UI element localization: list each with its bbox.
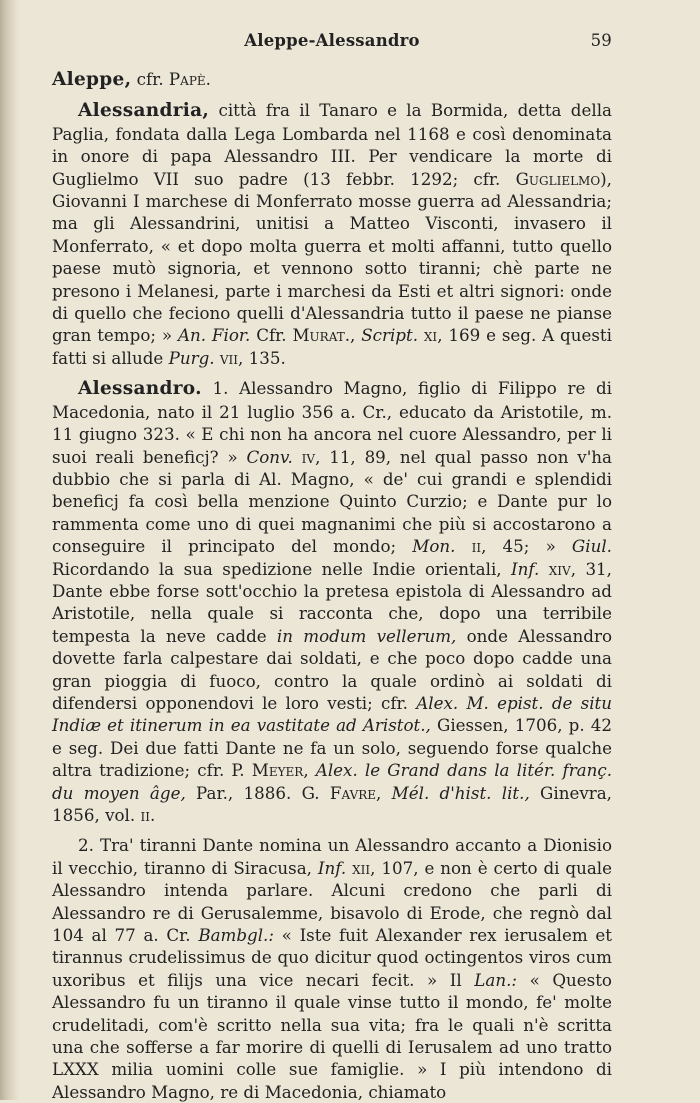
entry-text: ,	[350, 325, 362, 346]
running-head-title: Aleppe-Alessandro	[244, 31, 420, 50]
italic-citation: Alex. le Grand dans la litér. franç. du moyen âge,	[52, 760, 613, 803]
entry-text: onde Alessandro dovette farla calpestare dai soldati, e che poco dopo cadde una gran pioggia di fuoco, contro la quale ordinò ai soldati di difendersi opponendovi le loro vesti; cfr.	[52, 625, 612, 713]
entry-text: , 11, 89, nel qual passo non v'ha dubbio che si parla di Al. Magno, « de' cui grandi e splendidi beneficj fa così bella menzione Quinto Curzio; e Dante pur lo rammenta come uno di quei magnanimi che più si accostarono a conseguire il principato del mondo;	[52, 446, 612, 557]
page-number: 59	[590, 31, 612, 50]
small-caps-text: Papè	[168, 69, 206, 89]
entry-text: , 169 e seg. A questi fatti si allude	[52, 325, 612, 368]
italic-citation: Bambgl.:	[198, 925, 274, 946]
italic-citation: Mon.	[412, 536, 456, 557]
entry-text	[293, 447, 302, 467]
italic-citation: Mél. d'hist. lit.,	[391, 782, 530, 803]
small-caps-text: Meyer	[251, 760, 304, 781]
entry-text: ), Giovanni I marchese di Monferrato mosse guerra ad Alessandria; ma gli Alessandrini, unitisi a Matteo Visconti, invasero il Monferrato, « et dopo molta guerra et molti affanni, tutto quello paese mutò signoria, et vennono sotto tiranni; chè parte ne presono i Melanesi, parte i marchesi da Esti et altri signori: onde di quello che feciono quelli d'Alessandria tutto il paese ne pianse gran tempo; »	[52, 168, 612, 346]
entry-text: 2. Tra' tiranni Dante nomina un Alessandro accanto a Dionisio il vecchio, tiranno di Siracusa,	[52, 835, 612, 878]
small-caps-text: iv	[301, 446, 316, 467]
entry-text: 1. Alessandro Magno, figlio di Filippo re di Macedonia, nato il 21 luglio 356 a. Cr., educato da Aristotile, m. 11 giugno 323. « E chi non ha ancora nel cuore Alessandro, per li suoi reali beneficj? »	[52, 378, 612, 467]
small-caps-text: vii	[219, 347, 239, 368]
entry-text: , 107, e non è certo di quale Alessandro intenda parlare. Alcuni credono che parli di Alessandro re di Gerusalemme, bisavolo di Erode, che regnò dal 104 al 77 a. Cr.	[52, 857, 612, 946]
entry-alessandro-paragraph-2	[52, 834, 612, 1103]
entry-text: Cfr.	[250, 325, 293, 346]
entry-alessandria	[52, 99, 612, 369]
small-caps-text: ii	[140, 805, 150, 825]
entry-text: ,	[303, 760, 316, 781]
headword: Alessandro.	[78, 378, 202, 400]
italic-citation: Inf.	[317, 857, 347, 878]
entry-text: .	[205, 69, 211, 89]
entry-text: cfr.	[131, 69, 169, 89]
small-caps-text: xiv	[548, 558, 571, 579]
small-caps-text: Favre	[329, 782, 377, 803]
entry-text: .	[149, 805, 156, 825]
headword: Alessandria,	[78, 100, 210, 122]
small-caps-text: Guglielmo	[515, 168, 601, 189]
italic-citation: Alex. M. epist. de situ Indiæ et itinerum in ea vastitate ad Aristot.,	[52, 692, 612, 736]
italic-citation: in modum vellerum,	[276, 625, 457, 646]
entry-text: città fra il Tanaro e la Bormida, detta della Paglia, fondata dalla Lega Lombarda nel 1168 e così denominata in onore di papa Alessandro III. Per vendicare la morte di Guglielmo VII suo padre (13 febbr. 1292; cfr.	[52, 100, 612, 189]
entry-text	[455, 536, 471, 556]
small-caps-text: Murat.	[292, 325, 351, 346]
entry-text: , 31, Dante ebbe forse sott'occhio la pretesa epistola di Alessandro ad Aristotile, nella quale si racconta che, dopo una terribile tempesta la neve cadde	[52, 558, 612, 646]
entry-text	[539, 559, 548, 579]
book-gutter-shadow	[0, 0, 20, 1100]
entry-text: Ricordando la sua spedizione nelle Indie orientali,	[52, 558, 512, 579]
entry-aleppe	[52, 68, 612, 91]
running-head	[52, 30, 612, 58]
italic-citation: Lan.:	[474, 969, 518, 990]
entry-text: « Iste fuit Alexander rex ierusalem et tirannus crudelissimus de quo dicitur quod octingentos viros cum uxoribus et filijs una vice necari fecit. » Il	[52, 925, 612, 990]
dictionary-page	[52, 30, 612, 1103]
italic-citation: Conv.	[246, 446, 293, 467]
entry-text: , 135.	[238, 347, 286, 368]
italic-citation: Script.	[361, 325, 419, 346]
entry-text: ,	[376, 782, 392, 803]
entry-text: Giessen, 1706, p. 42 e seg. Dei due fatti Dante ne fa un solo, seguendo forse qualche altra tradizione; cfr. P.	[52, 715, 612, 781]
entry-text: Par., 1886. G.	[185, 782, 330, 803]
italic-citation: Inf.	[511, 558, 540, 579]
small-caps-text: xii	[352, 857, 371, 878]
small-caps-text: ii	[471, 536, 482, 557]
small-caps-text: xi	[423, 325, 438, 346]
headword: Aleppe,	[52, 69, 132, 90]
entry-text: , 45; »	[481, 536, 572, 557]
italic-citation: Giul.	[571, 536, 612, 557]
entry-alessandro	[52, 377, 612, 826]
entry-text: Ginevra, 1856, vol.	[52, 782, 612, 825]
italic-citation: An. Fior.	[177, 325, 251, 346]
italic-citation: Purg.	[168, 347, 215, 368]
entry-text: « Questo Alessandro fu un tiranno il quale vinse tutto il mondo, fe' molte crudelitadi, com'è scritto nella sua vita; fra le quali n'è scritta una che sofferse a far morire di quelli di Ierusalem ad uno tratto LXXX milia uomini colle sue famiglie. » I più intendono di Alessandro Magno, re di Macedonia, chiamato	[52, 969, 612, 1102]
